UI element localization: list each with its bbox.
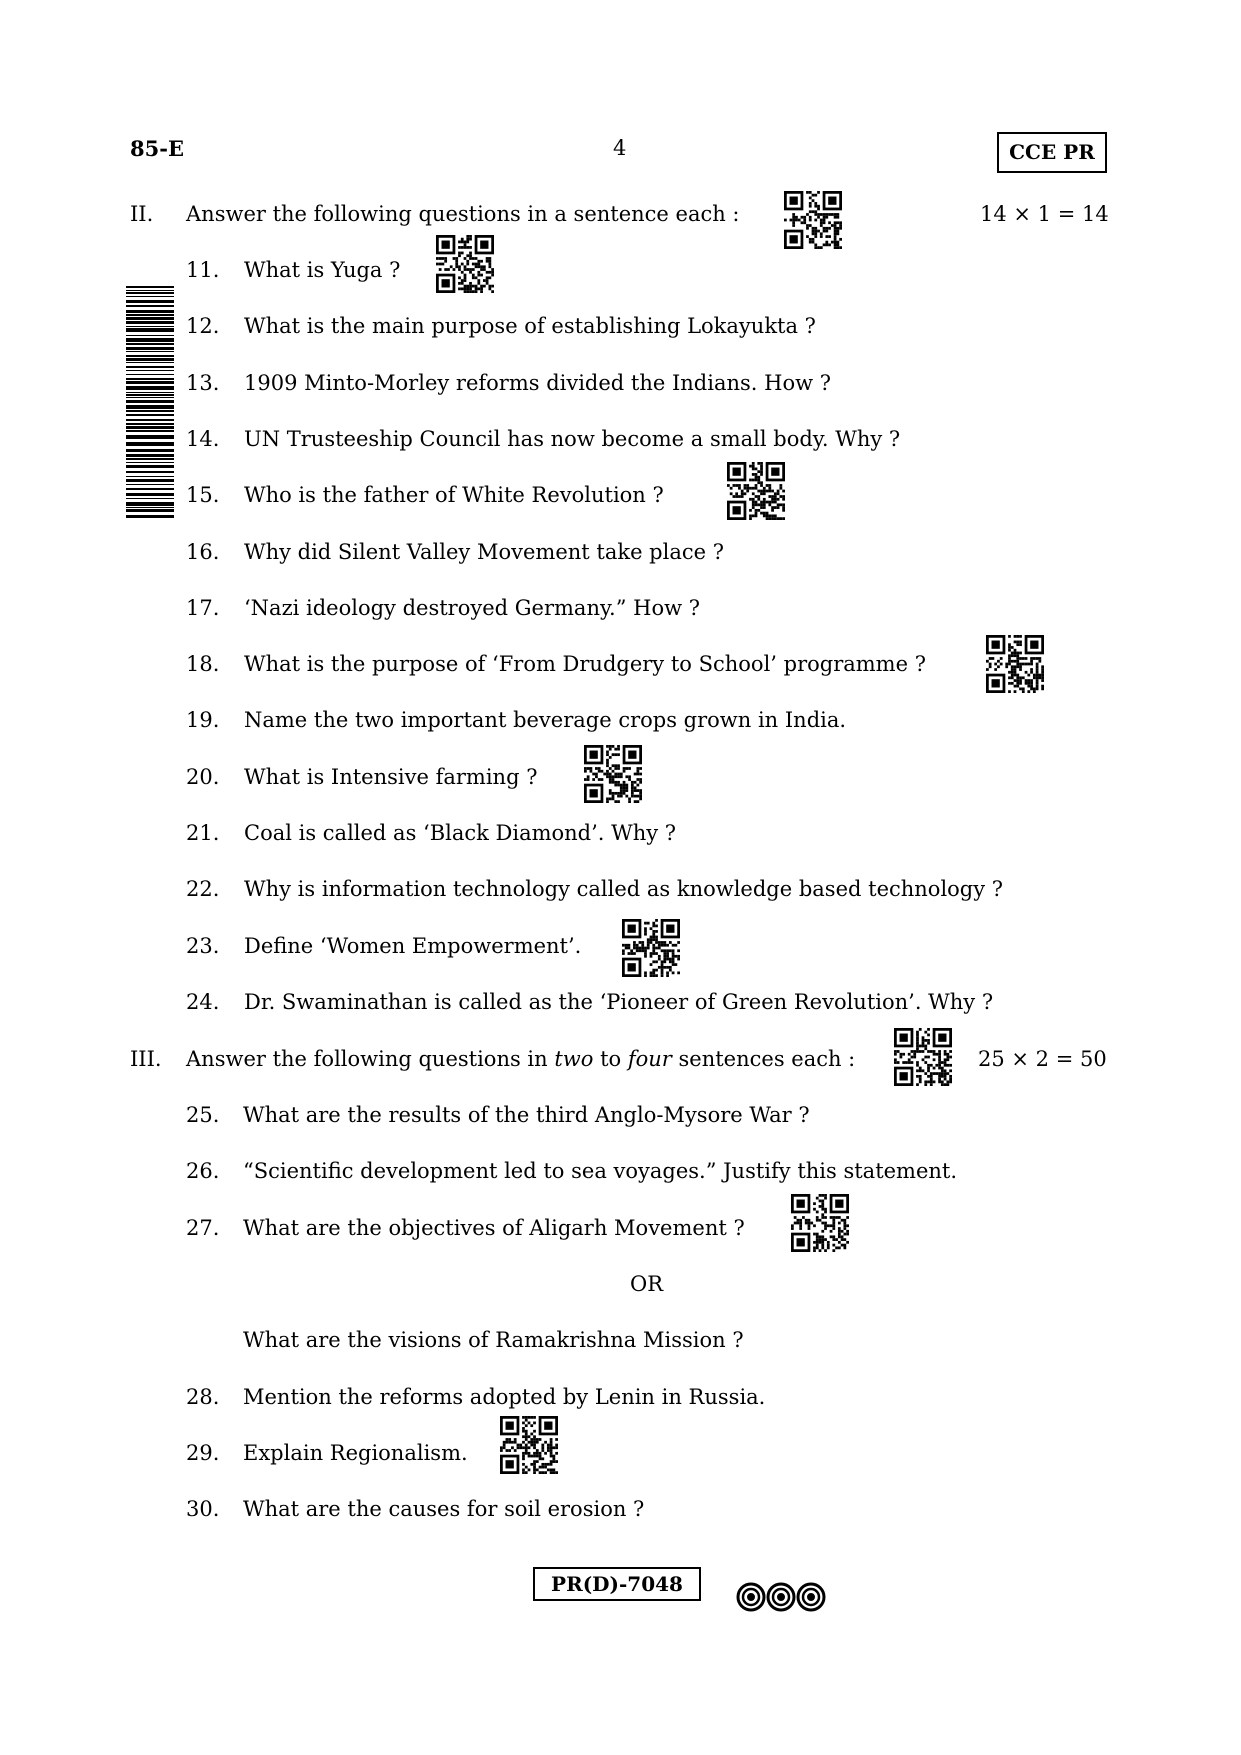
qr-code-icon bbox=[584, 744, 642, 804]
section-3-title-em-four: four bbox=[627, 1047, 672, 1071]
qr-code-icon bbox=[436, 234, 494, 294]
question-text: Name the two important beverage crops grown in India. bbox=[244, 708, 847, 733]
qr-code-icon bbox=[791, 1193, 849, 1253]
section-3-title-part2: to bbox=[593, 1047, 628, 1071]
qr-code-icon bbox=[986, 634, 1044, 694]
question-text: Define ‘Women Empowerment’. bbox=[244, 933, 582, 958]
section-2-roman: II. bbox=[130, 202, 154, 226]
qr-code-icon bbox=[500, 1415, 558, 1475]
footer-code: PR(D)-7048 bbox=[533, 1567, 701, 1601]
question-number: 21. bbox=[186, 821, 220, 845]
question-number: 28. bbox=[186, 1384, 220, 1409]
qr-code-icon bbox=[622, 918, 680, 978]
section-3-roman: III. bbox=[130, 1047, 162, 1071]
question-text: Why is information technology called as knowledge based technology ? bbox=[244, 877, 1004, 902]
question-text: What are the visions of Ramakrishna Mission ? bbox=[243, 1328, 744, 1353]
question-text: Explain Regionalism. bbox=[243, 1440, 468, 1465]
question-text: What is the purpose of ‘From Drudgery to School’ programme ? bbox=[244, 652, 926, 677]
section-2-marks: 14 × 1 = 14 bbox=[980, 202, 1109, 226]
barcode-icon bbox=[126, 286, 174, 518]
question-text: What is the main purpose of establishing Lokayukta ? bbox=[244, 314, 816, 339]
question-number: 29. bbox=[186, 1440, 220, 1465]
section-3-title-em-two: two bbox=[554, 1047, 594, 1071]
qr-code-icon bbox=[784, 190, 842, 250]
question-text: UN Trusteeship Council has now become a small body. Why ? bbox=[244, 426, 901, 451]
section-3-marks: 25 × 2 = 50 bbox=[978, 1047, 1107, 1071]
question-number: 27. bbox=[186, 1215, 220, 1240]
question-text: What is Intensive farming ? bbox=[244, 764, 538, 789]
question-number: 26. bbox=[186, 1159, 220, 1184]
question-text: Who is the father of White Revolution ? bbox=[244, 483, 664, 508]
question-text: What are the results of the third Anglo-Mysore War ? bbox=[243, 1103, 810, 1127]
section-3-title-part3: sentences each : bbox=[671, 1047, 856, 1071]
question-number: 30. bbox=[186, 1497, 220, 1522]
question-text: What are the causes for soil erosion ? bbox=[243, 1497, 645, 1522]
question-text: ‘Nazi ideology destroyed Germany.” How ? bbox=[244, 595, 701, 620]
question-text: Dr. Swaminathan is called as the ‘Pioneer of Green Revolution’. Why ? bbox=[244, 989, 994, 1014]
question-number: 18. bbox=[186, 652, 220, 677]
question-text: 1909 Minto-Morley reforms divided the Indians. How ? bbox=[244, 370, 832, 395]
section-3-title-part1: Answer the following questions in bbox=[186, 1047, 555, 1071]
question-number: 20. bbox=[186, 764, 220, 789]
question-number: 25. bbox=[186, 1103, 220, 1127]
question-number: 17. bbox=[186, 595, 220, 620]
question-number: 15. bbox=[186, 483, 220, 508]
qr-code-icon bbox=[727, 461, 785, 521]
question-number: 16. bbox=[186, 539, 220, 564]
or-separator: OR bbox=[630, 1271, 664, 1296]
paper-code: 85-E bbox=[130, 136, 184, 161]
subject-code: CCE PR bbox=[997, 132, 1107, 173]
qr-code-icon bbox=[894, 1027, 952, 1087]
question-text: “Scientific development led to sea voyages.” Justify this statement. bbox=[243, 1159, 958, 1184]
question-number: 13. bbox=[186, 370, 220, 395]
section-2-title: Answer the following questions in a sentence each : bbox=[186, 202, 740, 226]
question-text: Why did Silent Valley Movement take place ? bbox=[244, 539, 724, 564]
question-number: 12. bbox=[186, 314, 220, 339]
question-number: 14. bbox=[186, 426, 220, 451]
question-text: What are the objectives of Aligarh Movement ? bbox=[243, 1215, 745, 1240]
page-number: 4 bbox=[613, 136, 627, 160]
question-text: Mention the reforms adopted by Lenin in Russia. bbox=[243, 1384, 766, 1409]
question-number: 19. bbox=[186, 708, 220, 733]
question-text: Coal is called as ‘Black Diamond’. Why ? bbox=[244, 821, 677, 845]
concentric-rings-icon bbox=[736, 1582, 826, 1612]
question-number: 22. bbox=[186, 877, 220, 902]
question-text: What is Yuga ? bbox=[244, 258, 401, 282]
question-number: 11. bbox=[186, 258, 220, 282]
question-number: 24. bbox=[186, 989, 220, 1014]
section-3-title bbox=[186, 1047, 855, 1071]
question-number: 23. bbox=[186, 933, 220, 958]
